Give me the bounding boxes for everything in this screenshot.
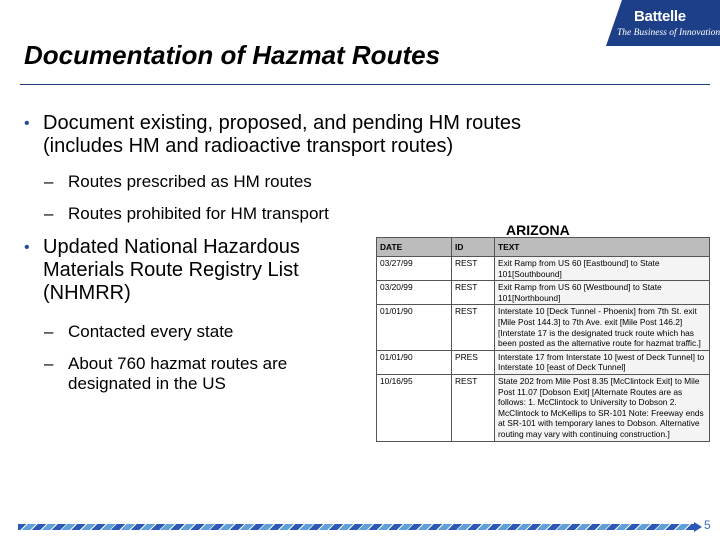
dash-icon: – [44,354,54,373]
cell-date: 03/20/99 [377,281,452,305]
table-title: ARIZONA [506,222,570,238]
table-header-row [377,238,710,257]
table-row [377,374,710,441]
cell-id: REST [452,374,495,441]
cell-id: PRES [452,350,495,374]
table-row [377,305,710,350]
logo-tagline: The Business of Innovation [617,28,720,38]
footer-stripe [18,524,694,530]
title-divider [20,84,710,85]
dash-icon: – [44,204,54,223]
bullet-text [43,236,300,305]
slide-title: Documentation of Hazmat Routes [24,40,441,70]
cell-date: 03/27/99 [377,257,452,281]
cell-date: 01/01/90 [377,305,452,350]
bullet-text [43,112,521,158]
cell-text: State 202 from Mile Post 8.35 [McClintock Exit] to Mile Post 11.07 [Dobson Exit] [Alternate Routes are as follows: 1. McClintock to University to Dobson 2. McClintock to McKellips to SR-101 Note: Freeway ends at SR-101 with temporary lanes to Dobson. Alternative routing may vary with continuing construction.] [495,374,710,441]
sub-bullet-text-line: About 760 hazmat routes are [68,354,288,373]
bullet-text-line: (NHMRR) [43,282,131,304]
bullet-text-line: Materials Route Registry List [43,259,299,281]
dash-icon: – [44,172,54,191]
bullet-text-line: Document existing, proposed, and pending HM routes [43,112,522,134]
route-table [376,237,710,442]
bullet-text-line: Updated National Hazardous [43,236,300,258]
column-header-text: TEXT [495,238,710,257]
sub-bullet-text: Routes prescribed as HM routes [68,172,312,191]
bullet-text-line: (includes HM and radioactive transport routes) [43,135,454,157]
cell-text: Exit Ramp from US 60 [Eastbound] to State 101[Southbound] [495,257,710,281]
bullet-icon: • [24,239,30,256]
column-header-date: DATE [377,238,452,257]
cell-id: REST [452,305,495,350]
cell-id: REST [452,281,495,305]
sub-bullet-text [68,354,287,394]
bullet-icon: • [24,115,30,132]
sub-bullet-text: Routes prohibited for HM transport [68,204,329,223]
cell-date: 10/16/95 [377,374,452,441]
column-header-id: ID [452,238,495,257]
cell-date: 01/01/90 [377,350,452,374]
table-row [377,350,710,374]
sub-bullet-text-line: designated in the US [68,374,226,393]
table-row [377,257,710,281]
page-number: 5 [704,518,711,532]
sub-bullet-text: Contacted every state [68,322,234,341]
route-registry-table-image [376,222,710,504]
logo-wordmark: Battelle [634,8,686,25]
cell-text: Exit Ramp from US 60 [Westbound] to State 101[Northbound] [495,281,710,305]
cell-text: Interstate 10 [Deck Tunnel - Phoenix] from 7th St. exit [Mile Post 144.3] to 7th Ave. exit [Mile Post 146.2] [Interstate 17 is the designated truck route which has been posted as the alternative route for hazmat traffic.] [495,305,710,350]
dash-icon: – [44,322,54,341]
cell-text: Interstate 17 from Interstate 10 [west of Deck Tunnel] to Interstate 10 [east of Deck Tunnel] [495,350,710,374]
cell-id: REST [452,257,495,281]
table-row [377,281,710,305]
